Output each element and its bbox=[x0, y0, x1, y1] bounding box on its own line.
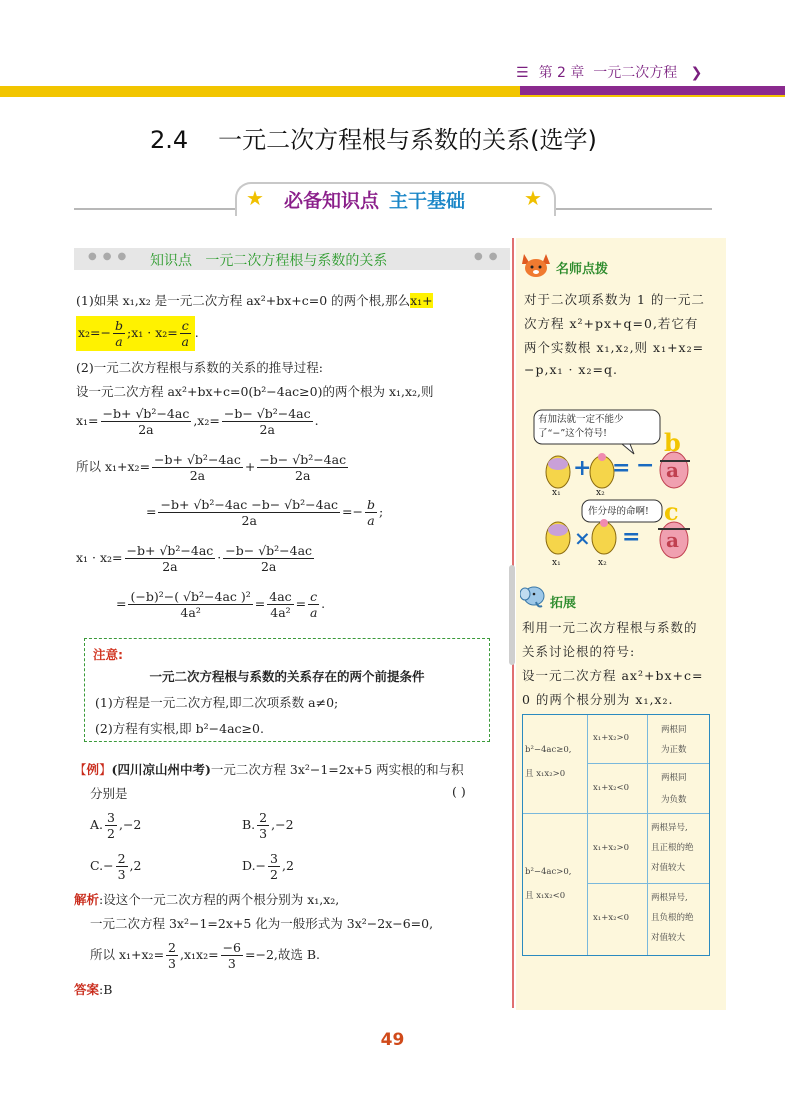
letter-a: a bbox=[666, 528, 679, 552]
letter-c: c bbox=[664, 497, 679, 526]
table-cell: 为负数 bbox=[661, 795, 687, 805]
list-icon: ☰ bbox=[516, 65, 529, 81]
plus-sign: + bbox=[573, 455, 592, 481]
extension-title: 拓展 bbox=[550, 596, 577, 611]
option-c[interactable]: C.− $\frac{2}{3}$ ,2 bbox=[90, 851, 142, 882]
scrollbar-thumb[interactable] bbox=[509, 565, 515, 665]
answer-line: 答案:B bbox=[74, 982, 113, 997]
minus-sign: − bbox=[636, 452, 655, 478]
table-cell: 对值较大 bbox=[651, 863, 686, 873]
table-divider bbox=[647, 715, 648, 955]
fox-icon bbox=[520, 250, 552, 278]
body-p3: 设一元二次方程 ax²+bx+c=0(b²−4ac≥0)的两个根为 x₁,x₂,则 bbox=[76, 384, 434, 399]
sum-formula: 所以 x₁+x₂= $\frac{\text{−b+ √b²−4ac}}{2a}$ + $\frac{\text{−b− √b²−4ac}}{2a}$ bbox=[76, 452, 347, 483]
tip-line-1: 对于二次项系数为 1 的一元二 bbox=[524, 292, 705, 307]
table-cell: 且负根的绝 bbox=[651, 913, 694, 923]
chevron-right-icon: ❯ bbox=[690, 65, 703, 81]
banner-heading bbox=[284, 186, 465, 213]
table-divider bbox=[523, 813, 709, 814]
product-formula: x₁ · x₂= $\frac{\text{−b+ √b²−4ac}}{2a}$ · $\frac{\text{−b− √b²−4ac}}{2a}$ bbox=[76, 543, 313, 574]
table-cell: x₁+x₂>0 bbox=[593, 733, 630, 743]
highlight: x₁+ bbox=[410, 293, 433, 308]
x1-x2-formula: x₁= $\frac{\text{−b+ √b²−4ac}}{2a}$ ,x₂= $\frac{\text{−b− √b²−4ac}}{2a}$ . bbox=[76, 406, 319, 437]
label-x1: x₁ bbox=[552, 488, 561, 498]
body-p2: (2)一元二次方程根与系数的关系的推导过程: bbox=[76, 360, 323, 375]
header-bar-yellow bbox=[0, 86, 520, 95]
solution-line-1: 解析:设这个一元二次方程的两个根分别为 x₁,x₂, bbox=[74, 892, 340, 907]
note-center: 一元二次方程根与系数的关系存在的两个前提条件 bbox=[149, 669, 425, 684]
equals-sign: = bbox=[622, 524, 641, 550]
chapter-breadcrumb[interactable] bbox=[516, 62, 702, 82]
note-point-1: (1)方程是一元二次方程,即二次项系数 a≠0; bbox=[95, 695, 339, 710]
option-a[interactable]: A. $\frac{3}{2}$ ,−2 bbox=[90, 810, 142, 841]
note-point-2: (2)方程有实根,即 b²−4ac≥0. bbox=[95, 721, 264, 736]
header-line bbox=[0, 95, 785, 97]
table-cell: 且 x₁x₂<0 bbox=[525, 891, 566, 901]
table-cell: b²−4ac≥0, bbox=[525, 745, 572, 755]
tip-line-4: −p,x₁ · x₂=q. bbox=[524, 362, 618, 377]
ext-line-3: 设一元二次方程 ax²+bx+c= bbox=[522, 668, 704, 683]
chapter-number: 第 2 章 bbox=[538, 65, 585, 81]
table-cell: 两根同 bbox=[661, 773, 687, 783]
equals-sign: = bbox=[612, 455, 631, 481]
table-cell: 两根异号, bbox=[651, 823, 688, 833]
highlight-formula: x₂=− $\frac{b}{a}$ ;x₁ · x₂= $\frac{c}{a}$ bbox=[76, 316, 195, 351]
table-cell: x₁+x₂<0 bbox=[593, 913, 630, 923]
table-divider bbox=[587, 763, 709, 764]
body-p1: (1)如果 x₁,x₂ 是一元二次方程 ax²+bx+c=0 的两个根,那么x₁+ bbox=[76, 293, 433, 308]
sum-formula-step2: = $\frac{\text{−b+ √b²−4ac −b− √b²−4ac}}{2a}$ =− $\frac{b}{a}$ ; bbox=[146, 497, 384, 528]
table-cell: 且正根的绝 bbox=[651, 843, 694, 853]
banner-part1: 必备知识点 bbox=[284, 190, 380, 212]
solution-line-2: 一元二次方程 3x²−1=2x+5 化为一般形式为 3x²−2x−6=0, bbox=[90, 916, 434, 931]
answer-paren: ( ) bbox=[452, 784, 466, 799]
ext-line-1: 利用一元二次方程根与系数的 bbox=[522, 620, 698, 635]
table-cell: x₁+x₂>0 bbox=[593, 843, 630, 853]
header-bar-purple bbox=[520, 86, 785, 95]
label-x2: x₂ bbox=[596, 488, 605, 498]
tip-line-3: 两个实数根 x₁,x₂,则 x₁+x₂= bbox=[524, 340, 705, 355]
times-sign: × bbox=[574, 526, 591, 550]
label-x2: x₂ bbox=[598, 558, 607, 568]
section-number: 2.4 bbox=[150, 126, 189, 154]
tip-line-2: 次方程 x²+px+q=0,若它有 bbox=[524, 316, 699, 331]
chapter-title: 一元二次方程 bbox=[593, 65, 678, 81]
option-d[interactable]: D.− $\frac{3}{2}$ ,2 bbox=[242, 851, 294, 882]
tip-title: 名师点拨 bbox=[556, 262, 609, 277]
ext-line-4: 0 的两个根分别为 x₁,x₂. bbox=[522, 692, 674, 707]
letter-a: a bbox=[666, 458, 679, 482]
note-box bbox=[84, 638, 490, 742]
dots-decoration: ●●● bbox=[88, 251, 133, 262]
body-p1-cont: x₂=− $\frac{b}{a}$ ;x₁ · x₂= $\frac{c}{a}$ . bbox=[78, 318, 199, 349]
table-cell: 为正数 bbox=[661, 745, 687, 755]
table-cell: 且 x₁x₂>0 bbox=[525, 769, 566, 779]
speech-bubble-1: 有加法就一定不能少 了“−”这个符号! bbox=[538, 414, 624, 439]
table-divider bbox=[587, 715, 588, 955]
knowledge-point-title: 知识点 一元二次方程根与系数的关系 bbox=[150, 253, 388, 269]
star-icon: ★ bbox=[246, 186, 264, 210]
table-cell: b²−4ac>0, bbox=[525, 867, 572, 877]
section-title bbox=[150, 120, 597, 155]
table-cell: x₁+x₂<0 bbox=[593, 783, 630, 793]
dots-decoration: ●● bbox=[474, 251, 504, 262]
speech-bubble-2: 作分母的命啊! bbox=[588, 506, 649, 517]
note-heading: 注意: bbox=[93, 647, 123, 662]
label-x1: x₁ bbox=[552, 558, 561, 568]
table-cell: 对值较大 bbox=[651, 933, 686, 943]
page-number: 49 bbox=[380, 1030, 405, 1050]
section-title-text: 一元二次方程根与系数的关系(选学) bbox=[218, 126, 597, 154]
root-sign-table bbox=[522, 714, 710, 956]
example-question: 【例】(四川凉山州中考)一元二次方程 3x²−1=2x+5 两实根的和与积 bbox=[74, 762, 464, 777]
star-icon: ★ bbox=[524, 186, 542, 210]
table-cell: 两根同 bbox=[661, 725, 687, 735]
product-formula-step2: = $\frac{\text{(−b)²−( √b²−4ac )²}}{\text{4a²}}$ = $\frac{4ac}{\text{4a²}}$ = $\frac{c}{a}$ . bbox=[116, 589, 326, 620]
elephant-icon bbox=[520, 584, 548, 608]
banner-part2: 主干基础 bbox=[389, 190, 466, 212]
option-b[interactable]: B. $\frac{2}{3}$ ,−2 bbox=[242, 810, 294, 841]
table-divider bbox=[587, 883, 709, 884]
example-question-cont: 分别是 bbox=[90, 786, 128, 801]
table-cell: 两根异号, bbox=[651, 893, 688, 903]
ext-line-2: 关系讨论根的符号: bbox=[522, 644, 636, 659]
knowledge-point-bar bbox=[74, 248, 510, 270]
solution-line-3: 所以 x₁+x₂= $\frac{2}{3}$ ,x₁x₂= $\frac{-6}{3}$ =−2,故选 B. bbox=[90, 940, 321, 971]
letter-b: b bbox=[664, 428, 681, 457]
